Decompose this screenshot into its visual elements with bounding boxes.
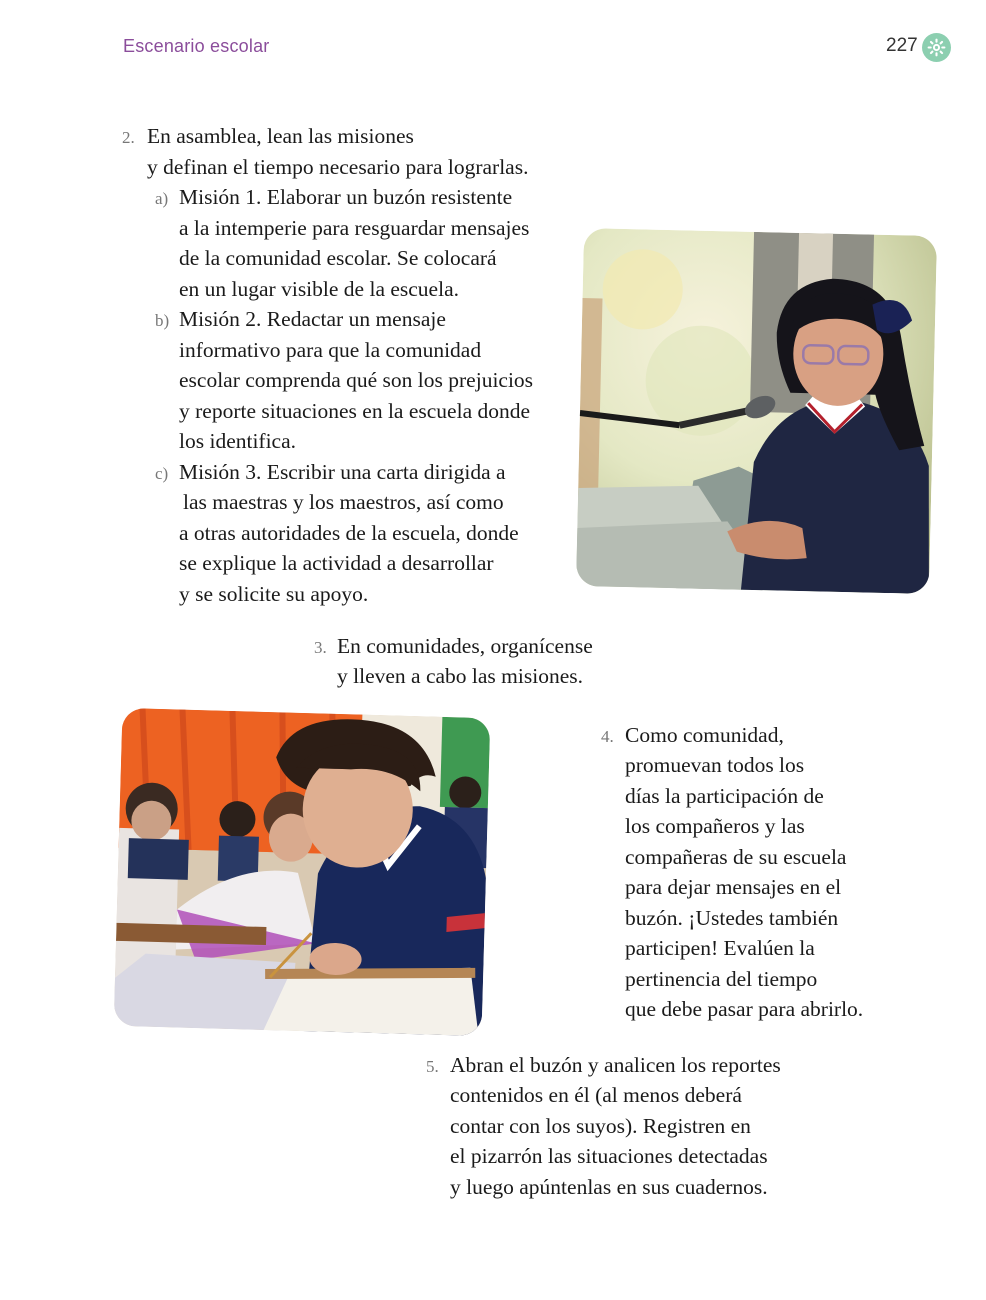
item-2-line: y definan el tiempo necesario para lograrlas.: [147, 155, 529, 179]
item-5-line: contenidos en él (al menos deberá: [450, 1083, 742, 1107]
page-number: 227: [886, 35, 918, 56]
item-4-line: los compañeros y las: [625, 814, 805, 838]
section-title: Escenario escolar: [123, 36, 270, 56]
sub-a-line: en un lugar visible de la escuela.: [179, 277, 459, 301]
sub-b-line: Misión 2. Redactar un mensaje: [179, 307, 446, 331]
sub-c-marker: c): [155, 464, 169, 483]
photo-girl-speaking: [576, 228, 937, 594]
item-3-number: 3.: [314, 638, 327, 657]
photo-boy-writing: [114, 708, 491, 1036]
item-5-line: Abran el buzón y analicen los reportes: [450, 1053, 781, 1077]
item-4-line: para dejar mensajes en el: [625, 875, 842, 899]
item-4-line: días la participación de: [625, 784, 824, 808]
item-4-line: que debe pasar para abrirlo.: [625, 997, 864, 1021]
item-3-line: y lleven a cabo las misiones.: [337, 664, 583, 688]
sub-b-marker: b): [155, 311, 170, 330]
item-5-line: el pizarrón las situaciones detectadas: [450, 1144, 768, 1168]
sub-b-line: los identifica.: [179, 429, 297, 453]
sub-c-line: las maestras y los maestros, así como: [183, 490, 504, 514]
sub-a-line: a la intemperie para resguardar mensajes: [179, 216, 530, 240]
item-5-number: 5.: [426, 1057, 439, 1076]
item-4-line: compañeras de su escuela: [625, 845, 847, 869]
sub-c-line: se explique la actividad a desarrollar: [179, 551, 494, 575]
sub-a-marker: a): [155, 189, 169, 208]
sub-b-line: y reporte situaciones en la escuela donde: [179, 399, 531, 423]
page-badge: [922, 33, 951, 62]
item-4-line: promuevan todos los: [625, 753, 805, 777]
item-2-line: En asamblea, lean las misiones: [147, 124, 414, 148]
sub-a-line: Misión 1. Elaborar un buzón resistente: [179, 185, 513, 209]
item-2-number: 2.: [122, 128, 135, 147]
item-4-line: participen! Evalúen la: [625, 936, 815, 960]
sub-a-line: de la comunidad escolar. Se colocará: [179, 246, 497, 270]
item-4-number: 4.: [601, 727, 614, 746]
item-5-line: contar con los suyos). Registren en: [450, 1114, 751, 1138]
sub-b-line: escolar comprenda qué son los prejuicios: [179, 368, 534, 392]
item-4-line: pertinencia del tiempo: [625, 967, 818, 991]
item-3-line: En comunidades, organícense: [337, 634, 593, 658]
sub-b-line: informativo para que la comunidad: [179, 338, 482, 362]
item-5-line: y luego apúntenlas en sus cuadernos.: [450, 1175, 768, 1199]
gear-flower-icon: [926, 37, 947, 58]
sub-c-line: Misión 3. Escribir una carta dirigida a: [179, 460, 506, 484]
sub-c-line: y se solicite su apoyo.: [179, 582, 369, 606]
sub-c-line: a otras autoridades de la escuela, donde: [179, 521, 519, 545]
item-4-line: Como comunidad,: [625, 723, 784, 747]
item-4-line: buzón. ¡Ustedes también: [625, 906, 839, 930]
